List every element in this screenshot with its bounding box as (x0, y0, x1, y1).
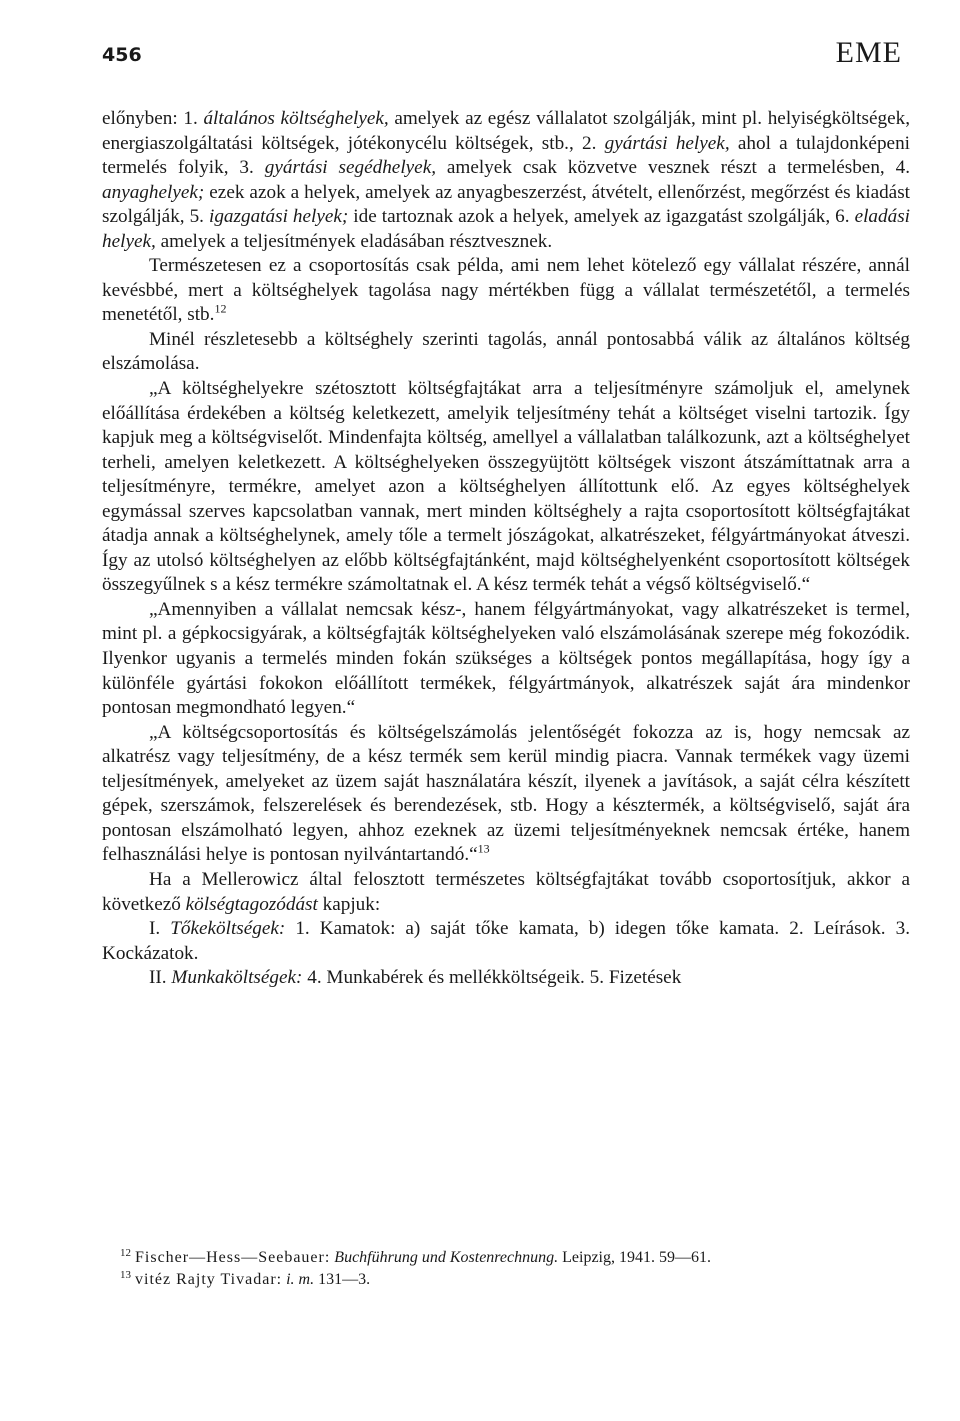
italic-term: Munkaköltségek: (171, 967, 303, 989)
footnote-13 (120, 1269, 920, 1291)
footnote-number: 12 (120, 1246, 131, 1259)
text-span: amelyek csak közvetve vesznek részt a termelésben, 4. (436, 157, 911, 179)
text-span: kapjuk: (317, 893, 381, 915)
paragraph-2 (102, 254, 910, 328)
footnote-rest: 131—3. (314, 1271, 371, 1288)
italic-term: gyártási helyek, (604, 132, 730, 154)
italic-term: gyártási segédhelyek, (264, 157, 437, 179)
text-span: Ha a Mellerowicz által felosztott természetes költségfajtákat tovább csoportosítjuk, akkor a következő (102, 868, 910, 915)
footnote-title: Buchführung und Kostenrechnung. (334, 1249, 559, 1266)
text-span: II. (149, 967, 172, 989)
text-span: ezek azok a helyek, amelyek az anyagbeszerzést, átvételt, ellenőrzést, megőrzést és kiadást szolgálják, 5. (102, 181, 910, 228)
text-span: 1. Kamatok: a) saját tőke kamata, b) idegen tőke kamata. 2. Leírások. 3. Kockázatok. (102, 918, 911, 964)
list-item-1 (102, 917, 910, 966)
text-span: ahol a tulajdonképeni termelés folyik, 3. (102, 132, 910, 179)
text-span: amelyek a teljesítmények eladásában résztvesznek. (155, 230, 553, 252)
text-span: I. (149, 918, 171, 940)
footnote-number: 13 (120, 1268, 131, 1281)
paragraph-6 (102, 721, 910, 868)
body-text (102, 107, 910, 991)
footnote-title: i. m. (286, 1271, 315, 1288)
text-span: előnyben: 1. (102, 108, 204, 129)
paragraph-4: „A költséghelyekre szétosztott költségfajtákat arra a teljesítményre számoljuk el, amelynek előállítása érdekében a költség keletkezett, amelyik teljesítmény tehát a költséget viselni tartozik. Így kapjuk meg a költségviselőt. Mindenfajta költség, amellyel a vállalatban találkozunk, azt a költséghelyet terheli, amelyen keletkezett. A költséghelyeken összegyüjtött költségek viszont átszámíttatnak arra a teljesítményre, termékre, amelyet azon a költséghelyen állítottunk elő. Az egyes költséghelyek egymással szerves kapcsolatban vannak, mert minden költséghely a rajta csoportosított költségfajtákat átadja annak a költséghelynek, amely tőle a termelt jószágokat, alkatrészeket, félgyártmányokat átveszi. Így az utolsó költséghelyen az előbb költségfajtánként, majd költséghelyenként csoportosított költségek összegyűlnek s a kész termékre számoltatnak el. A kész termék tehát a végső költségviselő.“ (102, 378, 910, 596)
footnote-ref: 12 (214, 301, 227, 316)
footnote-rest: Leipzig, 1941. 59—61. (558, 1249, 711, 1266)
italic-term: Tőkeköltségek: (170, 918, 286, 940)
italic-term: anyaghelyek; (102, 181, 205, 203)
paragraph-3: Minél részletesebb a költséghely szerinti tagolás, annál pontosabbá válik az általános költség elszámolása. (102, 328, 910, 375)
text-span: 4. Munkabérek és mellékköltségeik. 5. Fizetések (302, 967, 682, 989)
list-item-2 (102, 966, 910, 991)
footnote-12 (120, 1247, 920, 1269)
publisher-logo: EME (835, 36, 902, 69)
paragraph-1 (102, 107, 910, 254)
footnotes (120, 1247, 920, 1291)
text-span: ide tartoznak azok a helyek, amelyek az igazgatást szolgálják, 6. (348, 206, 855, 228)
italic-term: eladási helyek, (102, 206, 910, 252)
footnote-ref: 13 (477, 842, 490, 857)
page-number: 456 (102, 44, 142, 66)
italic-term: általános költséghelyek, (203, 108, 389, 129)
italic-term: igazgatási helyek; (209, 206, 349, 228)
footnote-author: Fischer—Hess—Seebauer: (135, 1249, 331, 1266)
italic-term: kölségtagozódást (185, 893, 318, 915)
text-span: amelyek az egész vállalatot szolgálják, mint pl. helyiségköltségek, energiaszolgáltatási költségek, jótékonycélu költségek, stb., 2. (102, 108, 910, 154)
paragraph-5: „Amennyiben a vállalat nemcsak kész-, hanem félgyártmányokat, vagy alkatrészeket is termel, mint pl. a gépkocsigyárak, a költségfajták költséghelyeken való elszámolásának szerepe még fokozódik. Ilyenkor ugyanis a termelés minden fokán szükséges a költségek pontos megállapítása, hogy így a különféle gyártási fokokon előállított termékek, félgyártmányok, alkatrészek saját ára mindenkor pontosan megmondható legyen.“ (102, 598, 910, 719)
paragraph-7 (102, 868, 910, 917)
text-span: „A költségcsoportosítás és költségelszámolás jelentőségét fokozza az is, hogy nemcsak az alkatrész vagy teljesítmény, de a kész termék sem kerül mindig piacra. Vannak termékek vagy üzemi teljesítmények, amelyeket az üzem saját használatára készít, ilyenek a javítások, a saját célra készített gépek, szerszámok, felszerelések és berendezések, stb. Hogy a késztermék, a költségviselő, saját ára pontosan elszámolható legyen, ahhoz ezeknek az üzemi teljesítményeknek nemcsak értéke, hanem felhasználási helye is pontosan nyilvántartandó.“ (102, 721, 910, 866)
footnote-author: vitéz Rajty Tivadar: (135, 1271, 283, 1288)
text-span: Természetesen ez a csoportosítás csak példa, ami nem lehet kötelező egy vállalat részére, annál kevésbbé, mert a költséghelyek tagolása nagy mértékben függ a vállalat természetétől, a termelés menetétől, stb. (102, 255, 910, 326)
